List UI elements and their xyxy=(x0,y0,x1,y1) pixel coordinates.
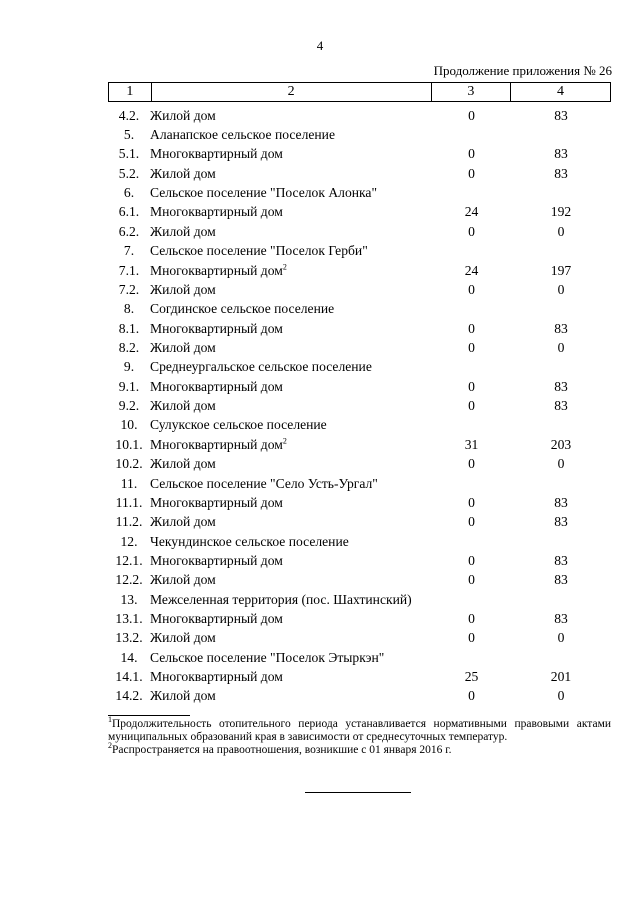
row-name-text: Сельское поселение "Поселок Герби" xyxy=(150,243,368,259)
row-value-col3: 0 xyxy=(468,611,475,627)
row-value-col3: 0 xyxy=(468,456,475,472)
table-row xyxy=(108,319,611,338)
footnote-mark: 2 xyxy=(108,741,112,751)
row-value-col3 xyxy=(432,125,511,144)
row-name-text: Многоквартирный дом xyxy=(150,146,283,162)
row-name-text: Сулукское сельское поселение xyxy=(150,417,327,433)
table-row xyxy=(108,164,611,183)
row-value-col3: 0 xyxy=(468,398,475,414)
footnote-1 xyxy=(108,715,611,744)
row-number: 13.1. xyxy=(115,611,143,627)
row-value-col4: 0 xyxy=(557,223,565,239)
row-name xyxy=(150,571,432,590)
row-value-col3: 25 xyxy=(464,669,479,685)
row-name xyxy=(150,145,432,164)
row-value-col3 xyxy=(432,648,511,667)
row-value-col3: 0 xyxy=(468,223,475,239)
row-name-text: Многоквартирный дом xyxy=(150,552,283,568)
row-name xyxy=(150,300,432,319)
header-col-2: 2 xyxy=(151,83,431,102)
row-name-text: Сельское поселение "Поселок Алонка" xyxy=(150,185,378,201)
row-name xyxy=(150,396,432,415)
row-number: 14.1. xyxy=(115,669,143,685)
row-value-col4 xyxy=(511,300,611,319)
row-name-text: Многоквартирный дом xyxy=(150,494,283,510)
row-value-col3: 0 xyxy=(468,165,475,181)
row-value-col3: 0 xyxy=(468,339,475,355)
table-row xyxy=(108,261,611,280)
table-row xyxy=(108,183,611,202)
row-name-text: Жилой дом xyxy=(150,165,216,181)
row-value-col4 xyxy=(511,183,611,202)
row-value-col3: 0 xyxy=(468,494,475,510)
row-value-col4 xyxy=(511,242,611,261)
row-value-col4: 0 xyxy=(557,281,565,297)
table-row xyxy=(108,493,611,512)
row-value-col4 xyxy=(511,416,611,435)
row-number: 8.1. xyxy=(118,320,140,336)
row-number: 12.1. xyxy=(115,552,143,568)
row-name-text: Сельское поселение "Село Усть-Ургал" xyxy=(150,475,378,491)
table-header xyxy=(108,82,611,102)
row-name-text: Многоквартирный дом xyxy=(150,378,283,394)
table-row xyxy=(108,435,611,454)
row-name xyxy=(150,183,432,202)
row-name-text: Жилой дом xyxy=(150,514,216,530)
row-name-text: Межселенная территория (пос. Шахтинский) xyxy=(150,591,412,607)
page-number: 4 xyxy=(316,38,324,53)
row-name-text: Многоквартирный дом xyxy=(150,262,283,278)
row-number: 6.1. xyxy=(118,204,140,220)
table-row xyxy=(108,571,611,590)
table-row xyxy=(108,222,611,241)
header-col-4: 4 xyxy=(510,83,610,102)
table-row xyxy=(108,474,611,493)
row-name xyxy=(150,377,432,396)
table-row xyxy=(108,338,611,357)
row-name xyxy=(150,416,432,435)
row-value-col4: 83 xyxy=(554,320,568,336)
row-name-text: Многоквартирный дом xyxy=(150,320,283,336)
row-name xyxy=(150,687,432,706)
row-number: 6. xyxy=(123,185,135,201)
row-number: 10.2. xyxy=(115,456,143,472)
row-number: 12.2. xyxy=(115,572,143,588)
row-number: 14.2. xyxy=(115,688,143,704)
table-row xyxy=(108,532,611,551)
table-row xyxy=(108,203,611,222)
row-name xyxy=(150,242,432,261)
footnote-mark: 1 xyxy=(108,715,112,725)
row-name-text: Жилой дом xyxy=(150,281,216,297)
table-row xyxy=(108,358,611,377)
row-value-col3: 0 xyxy=(468,630,475,646)
row-name xyxy=(150,667,432,686)
table-row xyxy=(108,687,611,706)
row-value-col3: 24 xyxy=(464,262,479,278)
row-value-col3: 0 xyxy=(468,378,475,394)
row-name xyxy=(150,648,432,667)
row-value-col4: 83 xyxy=(554,514,568,530)
table-row xyxy=(108,513,611,532)
row-value-col3: 0 xyxy=(468,146,475,162)
row-value-col4: 83 xyxy=(554,378,568,394)
row-name xyxy=(150,551,432,570)
table-row xyxy=(108,106,611,125)
footnote-text: Распространяется на правоотношения, возникшие с 01 января 2016 г. xyxy=(112,744,452,756)
row-name-text: Жилой дом xyxy=(150,456,216,472)
row-value-col3: 31 xyxy=(464,436,479,452)
row-value-col3 xyxy=(432,532,511,551)
row-value-col3 xyxy=(432,474,511,493)
row-number: 10. xyxy=(120,417,138,433)
row-value-col4: 0 xyxy=(557,456,565,472)
row-name xyxy=(150,280,432,299)
row-value-col3: 0 xyxy=(468,688,475,704)
footnote-2 xyxy=(108,741,611,757)
table-row xyxy=(108,145,611,164)
row-number: 5. xyxy=(123,127,135,143)
table-row xyxy=(108,300,611,319)
data-table xyxy=(108,106,611,706)
row-name xyxy=(150,261,432,280)
row-value-col4 xyxy=(511,474,611,493)
footnote-ref: 2 xyxy=(282,262,287,272)
row-value-col3: 0 xyxy=(468,514,475,530)
row-name-text: Жилой дом xyxy=(150,630,216,646)
row-name-text: Аланапское сельское поселение xyxy=(150,127,335,143)
table-row xyxy=(108,125,611,144)
table-row xyxy=(108,648,611,667)
header-col-3: 3 xyxy=(431,83,510,102)
row-value-col4: 192 xyxy=(550,204,572,220)
row-name-text: Сельское поселение "Поселок Этыркэн" xyxy=(150,649,385,665)
row-name-text: Жилой дом xyxy=(150,107,216,123)
footnotes xyxy=(108,715,611,757)
row-number: 13. xyxy=(120,591,138,607)
row-name-text: Многоквартирный дом xyxy=(150,436,283,452)
row-value-col3 xyxy=(432,242,511,261)
row-name xyxy=(150,590,432,609)
row-value-col4: 83 xyxy=(554,398,568,414)
row-value-col3 xyxy=(432,590,511,609)
row-name xyxy=(150,532,432,551)
table-row xyxy=(108,629,611,648)
row-name-text: Многоквартирный дом xyxy=(150,611,283,627)
row-number: 10.1. xyxy=(115,436,143,452)
row-value-col3 xyxy=(432,183,511,202)
row-number: 9.2. xyxy=(118,398,140,414)
row-value-col4: 197 xyxy=(550,262,572,278)
table-row xyxy=(108,396,611,415)
row-number: 9. xyxy=(123,359,135,375)
row-name xyxy=(150,319,432,338)
row-value-col3 xyxy=(432,416,511,435)
row-number: 14. xyxy=(120,649,138,665)
row-value-col4 xyxy=(511,125,611,144)
table-row xyxy=(108,416,611,435)
row-number: 7. xyxy=(123,243,135,259)
footnote-text: Продолжительность отопительного периода устанавливается нормативными правовыми актами муниципальных образований края в зависимости от среднесуточных температур. xyxy=(108,718,611,743)
row-value-col4: 0 xyxy=(557,339,565,355)
row-name xyxy=(150,474,432,493)
row-number: 9.1. xyxy=(118,378,140,394)
row-name xyxy=(150,493,432,512)
row-value-col4 xyxy=(511,648,611,667)
row-number: 5.1. xyxy=(118,146,140,162)
row-value-col3 xyxy=(432,358,511,377)
continuation-label: Продолжение приложения № 26 xyxy=(433,63,612,78)
row-name xyxy=(150,629,432,648)
table-row xyxy=(108,551,611,570)
table-row xyxy=(108,377,611,396)
row-value-col4: 83 xyxy=(554,146,568,162)
row-name-text: Многоквартирный дом xyxy=(150,669,283,685)
row-number: 11. xyxy=(120,475,138,491)
table-row xyxy=(108,242,611,261)
header-col-1: 1 xyxy=(109,83,152,102)
row-number: 13.2. xyxy=(115,630,143,646)
row-value-col4: 83 xyxy=(554,494,568,510)
row-number: 8.2. xyxy=(118,339,140,355)
row-value-col4 xyxy=(511,358,611,377)
row-number: 6.2. xyxy=(118,223,140,239)
row-value-col4: 203 xyxy=(550,436,572,452)
end-rule xyxy=(305,792,411,793)
row-name xyxy=(150,106,432,125)
table-row xyxy=(108,609,611,628)
row-number: 4.2. xyxy=(118,107,140,123)
row-name xyxy=(150,203,432,222)
row-value-col4: 83 xyxy=(554,611,568,627)
row-value-col3: 0 xyxy=(468,281,475,297)
row-name-text: Жилой дом xyxy=(150,398,216,414)
row-number: 11.2. xyxy=(115,514,143,530)
row-value-col4 xyxy=(511,590,611,609)
row-name xyxy=(150,609,432,628)
row-name-text: Согдинское сельское поселение xyxy=(150,301,335,317)
row-name-text: Жилой дом xyxy=(150,572,216,588)
row-name-text: Среднеургальское сельское поселение xyxy=(150,359,372,375)
row-number: 12. xyxy=(120,533,138,549)
row-value-col4: 83 xyxy=(554,107,568,123)
row-value-col4: 0 xyxy=(557,688,565,704)
table-row xyxy=(108,454,611,473)
table-row xyxy=(108,590,611,609)
row-name xyxy=(150,338,432,357)
row-value-col4: 83 xyxy=(554,552,568,568)
row-value-col3: 24 xyxy=(464,204,479,220)
table-row xyxy=(108,280,611,299)
row-name xyxy=(150,435,432,454)
row-name xyxy=(150,125,432,144)
row-name-text: Многоквартирный дом xyxy=(150,204,283,220)
row-name xyxy=(150,222,432,241)
row-name-text: Жилой дом xyxy=(150,339,216,355)
row-value-col4: 83 xyxy=(554,572,568,588)
row-number: 7.1. xyxy=(118,262,140,278)
table-row xyxy=(108,667,611,686)
row-name-text: Жилой дом xyxy=(150,688,216,704)
row-value-col3 xyxy=(432,300,511,319)
row-value-col3: 0 xyxy=(468,552,475,568)
row-number: 8. xyxy=(123,301,135,317)
row-value-col3: 0 xyxy=(468,572,475,588)
footnote-ref: 2 xyxy=(282,436,287,446)
footnote-rule xyxy=(108,715,190,716)
row-number: 11.1. xyxy=(115,494,143,510)
row-name xyxy=(150,513,432,532)
row-value-col3: 0 xyxy=(468,320,475,336)
row-name-text: Чекундинское сельское поселение xyxy=(150,533,349,549)
row-name-text: Жилой дом xyxy=(150,223,216,239)
row-value-col4: 83 xyxy=(554,165,568,181)
row-number: 7.2. xyxy=(118,281,140,297)
row-name xyxy=(150,358,432,377)
row-number: 5.2. xyxy=(118,165,140,181)
row-value-col4: 0 xyxy=(557,630,565,646)
row-value-col3: 0 xyxy=(468,107,475,123)
row-name xyxy=(150,454,432,473)
row-value-col4 xyxy=(511,532,611,551)
row-name xyxy=(150,164,432,183)
row-value-col4: 201 xyxy=(550,669,572,685)
